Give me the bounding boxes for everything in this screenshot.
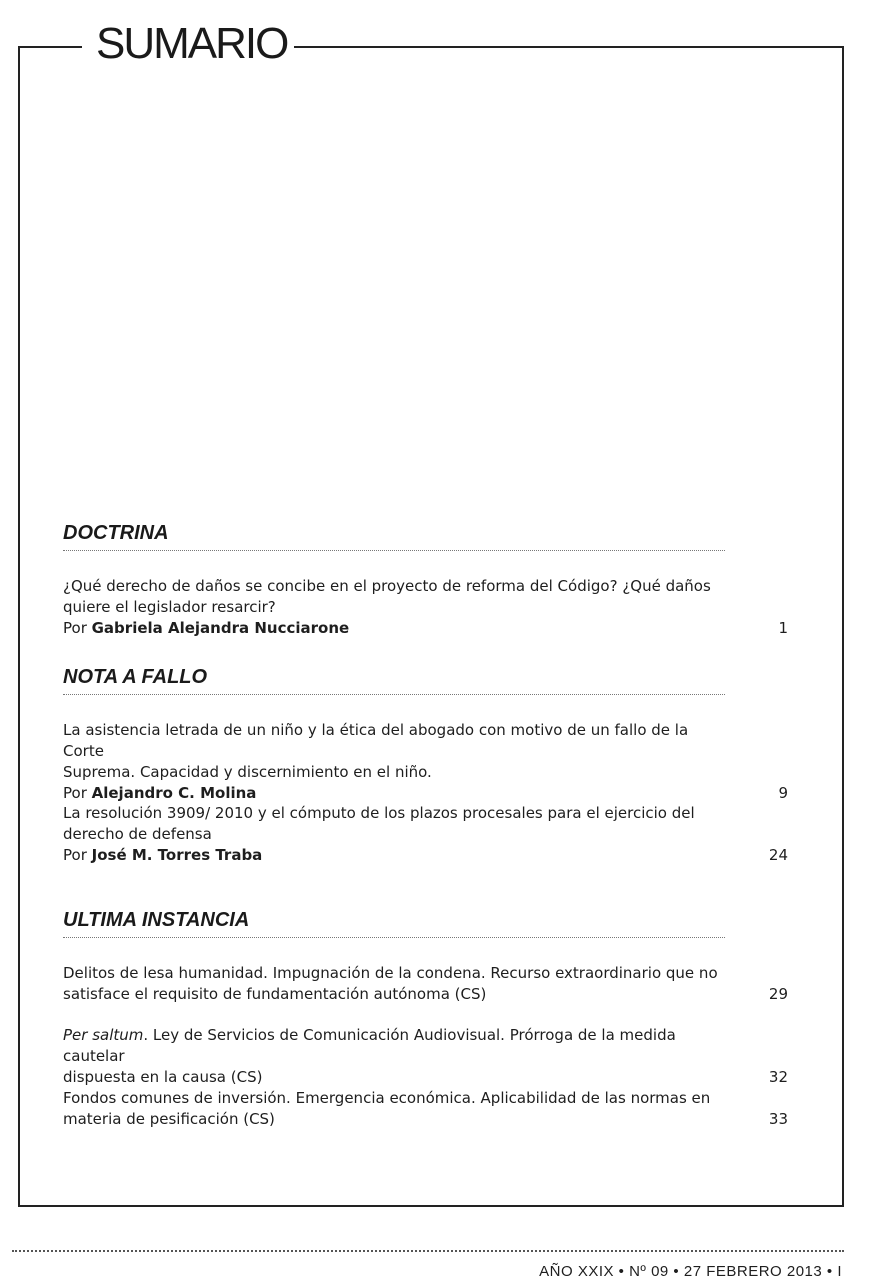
page-title: SUMARIO [96,19,288,68]
toc-entry[interactable] [63,803,788,866]
author-prefix: Por [63,846,92,864]
author-name: Gabriela Alejandra Nucciarone [91,619,350,637]
section-rule [63,694,725,695]
section-rule [63,937,725,938]
page-number: 1 [778,619,788,637]
entry-title-line: dispuesta en la causa (CS) [63,1068,263,1086]
section-heading-nota-a-fallo: NOTA A FALLO [63,666,208,688]
entry-title-line: satisface el requisito de fundamentación autónoma (CS) [63,985,487,1003]
toc-entry[interactable] [63,963,788,1005]
toc-entry[interactable] [63,1025,788,1088]
entry-title-line: Suprema. Capacidad y discernimiento en el niño. [63,763,432,781]
toc-entry[interactable] [63,576,788,639]
page-number: 9 [778,784,788,802]
section-rule [63,550,725,551]
toc-entry[interactable] [63,1088,788,1130]
entry-title-line: Delitos de lesa humanidad. Impugnación de la condena. Recurso extraordinario que no [63,964,718,982]
page-number: 29 [768,985,788,1003]
entry-title-line: ¿Qué derecho de daños se concibe en el proyecto de reforma del Código? ¿Qué daños [63,577,711,595]
author-prefix: Por [63,784,92,802]
toc-entry[interactable] [63,720,788,804]
entry-title-italic: Per saltum [63,1026,144,1044]
entry-title-line: Fondos comunes de inversión. Emergencia económica. Aplicabilidad de las normas en [63,1089,711,1107]
entry-title-line: quiere el legislador resarcir? [63,598,276,616]
page-number: 24 [768,846,788,864]
footer-dotted-rule [12,1250,844,1252]
issue-footer: AÑO XXIX • Nº 09 • 27 FEBRERO 2013 • I [539,1263,842,1280]
page-number: 33 [768,1110,788,1128]
entry-title-line: . Ley de Servicios de Comunicación Audiovisual. Prórroga de la medida cautelar [63,1026,676,1065]
author-name: José M. Torres Traba [91,846,263,864]
frame-top-rule-right [294,46,844,48]
entry-title-line: derecho de defensa [63,825,212,843]
author-prefix: Por [63,619,92,637]
entry-title-line: La resolución 3909/ 2010 y el cómputo de los plazos procesales para el ejercicio del [63,804,695,822]
page-number: 32 [768,1068,788,1086]
section-heading-doctrina: DOCTRINA [63,522,169,544]
author-name: Alejandro C. Molina [91,784,257,802]
entry-title-line: materia de pesificación (CS) [63,1110,275,1128]
entry-title-line: La asistencia letrada de un niño y la ética del abogado con motivo de un fallo de la Corte [63,721,689,760]
section-heading-ultima-instancia: ULTIMA INSTANCIA [63,909,250,931]
frame-top-rule-left [18,46,82,48]
